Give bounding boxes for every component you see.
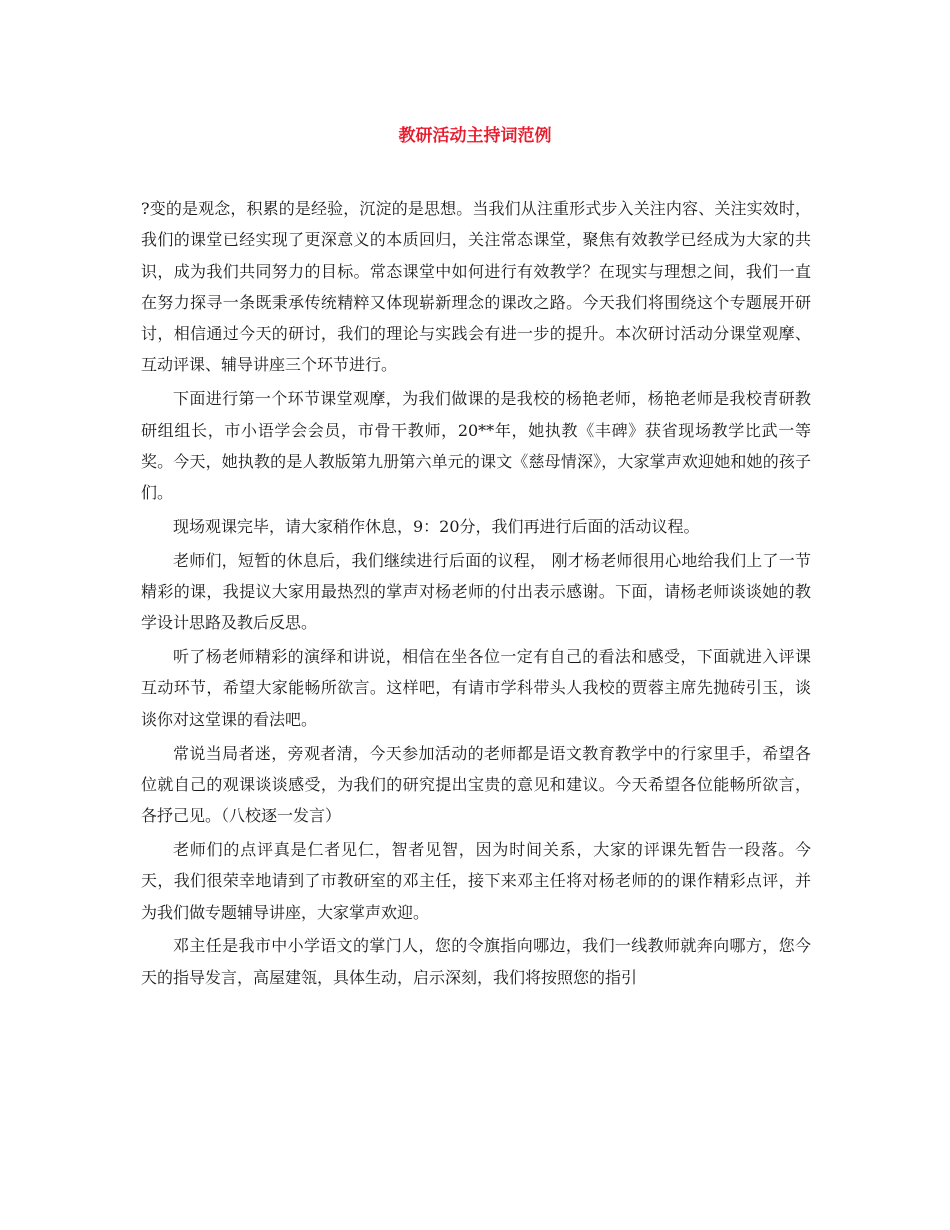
paragraph-5: 听了杨老师精彩的演绎和讲说，相信在坐各位一定有自己的看法和感受，下面就进入评课互动环节，希望大家能畅所欲言。这样吧，有请市学科带头人我校的贾蓉主席先抛砖引玉，谈谈你对这堂课的看法吧。 bbox=[141, 647, 811, 729]
document-title: 教研活动主持词范例 bbox=[398, 126, 552, 146]
paragraph-6: 常说当局者迷，旁观者清，今天参加活动的老师都是语文教育教学中的行家里手，希望各位就自己的观课谈谈感受，为我们的研究提出宝贵的意见和建议。今天希望各位能畅所欲言，各抒己见。（八校逐一发言） bbox=[141, 743, 811, 826]
paragraph-8: 邓主任是我市中小学语文的掌门人，您的令旗指向哪边，我们一线教师就奔向哪方，您今天的指导发言，高屋建瓴，具体生动，启示深刻，我们将按照您的指引 bbox=[141, 936, 811, 987]
document-body bbox=[141, 193, 811, 995]
paragraph-1: ?变的是观念，积累的是经验，沉淀的是思想。当我们从注重形式步入关注内容、关注实效时，我们的课堂已经实现了更深意义的本质回归，关注常态课堂，聚焦有效教学已经成为大家的共识，成为我们共同努力的目标。常态课堂中如何进行有效教学？在现实与理想之间，我们一直在努力探寻一条既秉承传统精粹又体现崭新理念的课改之路。今天我们将围绕这个专题展开研讨，相信通过今天的研讨，我们的理论与实践会有进一步的提升。本次研讨活动分课堂观摩、互动评课、辅导讲座三个环节进行。 bbox=[141, 199, 811, 375]
paragraph-2: 下面进行第一个环节课堂观摩，为我们做课的是我校的杨艳老师，杨艳老师是我校青研教研组组长，市小语学会会员，市骨干教师，20**年，她执教《丰碑》获省现场教学比武一等奖。今天，她执教的是人教版第九册第六单元的课文《慈母情深》，大家掌声欢迎她和她的孩子们。 bbox=[141, 389, 811, 503]
paragraph-3: 现场观课完毕，请大家稍作休息，9：20分，我们再进行后面的活动议程。 bbox=[173, 516, 700, 536]
paragraph-7: 老师们的点评真是仁者见仁，智者见智，因为时间关系，大家的评课先暂告一段落。今天，我们很荣幸地请到了市教研室的邓主任，接下来邓主任将对杨老师的的课作精彩点评，并为我们做专题辅导讲座，大家掌声欢迎。 bbox=[141, 839, 811, 922]
paragraph-4: 老师们，短暂的休息后，我们继续进行后面的议程， 刚才杨老师很用心地给我们上了一节精彩的课，我提议大家用最热烈的掌声对杨老师的付出表示感谢。下面，请杨老师谈谈她的教学设计思路及教后反思。 bbox=[141, 550, 811, 633]
